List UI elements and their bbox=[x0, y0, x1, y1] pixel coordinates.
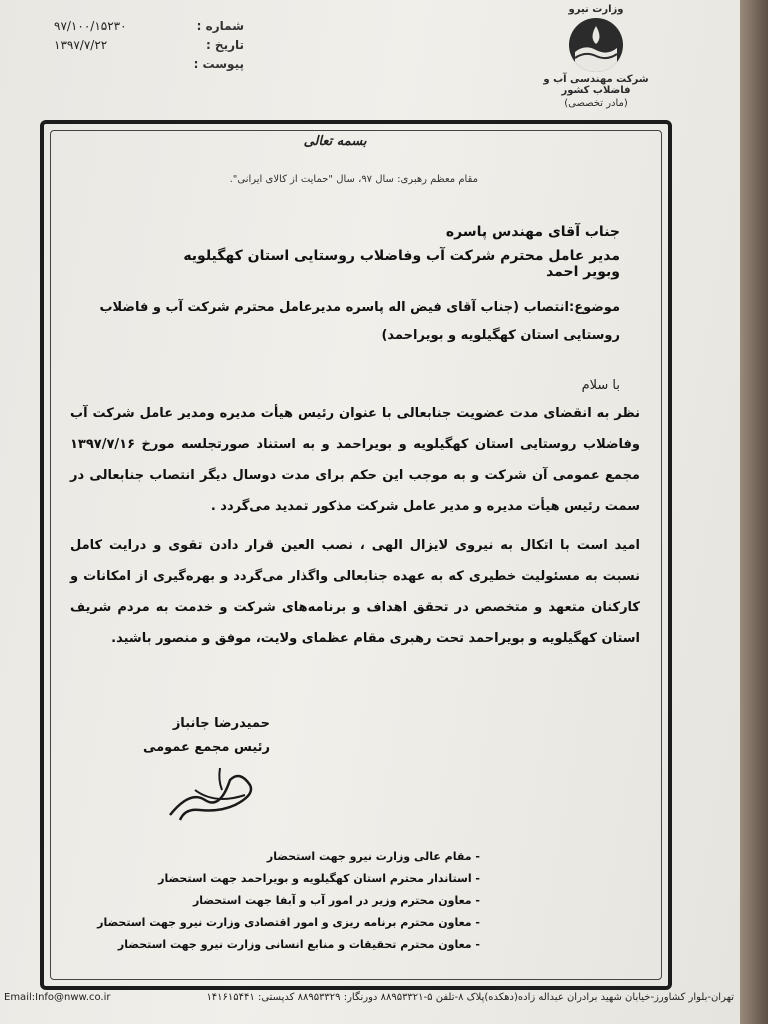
letter-footer bbox=[4, 992, 734, 1003]
footer-email: Email:Info@nww.co.ir bbox=[4, 992, 111, 1003]
cc-item: - معاون محترم برنامه ریزی و امور اقتصادی وزارت نیرو جهت استحضار bbox=[97, 916, 480, 929]
bismillah-heading: بسمه تعالی bbox=[303, 134, 367, 149]
addressee-position: مدیر عامل محترم شرکت آب وفاضلاب روستایی استان کهگیلویه وبویر احمد bbox=[183, 248, 620, 280]
addressee-name: جناب آقای مهندس پاسره bbox=[445, 224, 620, 240]
signer-title: رئیس مجمع عمومی bbox=[142, 740, 270, 755]
letter-meta bbox=[54, 16, 244, 73]
letter-number: ۹۷/۱۰۰/۱۵۲۳۰ bbox=[54, 18, 127, 33]
signer-block bbox=[143, 712, 270, 760]
number-label: شماره : bbox=[196, 18, 244, 33]
water-drop-logo-icon bbox=[569, 18, 623, 72]
background-wall bbox=[740, 0, 768, 1024]
company-name: شرکت مهندسی آب و فاضلاب کشور bbox=[543, 74, 649, 96]
attachment-row bbox=[54, 54, 244, 73]
letterhead-logo-block bbox=[526, 4, 666, 109]
cc-item: - استاندار محترم استان کهگیلویه و بویراحمد جهت استحضار bbox=[158, 872, 480, 885]
cc-item: - معاون محترم تحقیقات و منابع انسانی وزارت نیرو جهت استحضار bbox=[117, 938, 480, 951]
cc-item: - مقام عالی وزارت نیرو جهت استحضار bbox=[266, 850, 480, 863]
date-row bbox=[54, 35, 244, 54]
greeting: با سلام bbox=[581, 378, 620, 393]
company-subtitle: (مادر تخصصی) bbox=[564, 98, 628, 109]
cc-item: - معاون محترم وزیر در امور آب و آبفا جهت استحضار bbox=[192, 894, 480, 907]
number-row bbox=[54, 16, 244, 35]
footer-address: تهران-بلوار کشاورز-خیابان شهید برادران عبداله زاده(دهکده)پلاک ۸-تلفن ۵-۸۸۹۵۳۳۲۱ دورنگار: ۸۸۹۵۳۳۲۹ کدپستی: ۱۴۱۶۱۵۴۴۱ bbox=[206, 992, 734, 1003]
cc-list bbox=[97, 850, 480, 960]
body-paragraph-2: امید است با اتکال به نیروی لایزال الهی ، نصب العین قرار دادن تقوی و درایت کامل نسبت به مسئولیت خطیری که به عهده جنابعالی واگذار می‌گردد و بهره‌گیری از امکانات و کارکنان متعهد و متخصص در تحقق اهداف و برنامه‌های شرکت و خدمت به مردم شریف استان کهگیلویه و بویراحمد تحت رهبری مقام عظمای ولایت، موفق و منصور باشید. bbox=[70, 538, 640, 646]
addressee bbox=[150, 224, 620, 288]
letter-date: ۱۳۹۷/۷/۲۲ bbox=[54, 37, 108, 52]
attachment-label: پیوست : bbox=[193, 56, 244, 71]
signer-name: حمیدرضا جانباز bbox=[172, 716, 270, 731]
handwritten-signature-icon bbox=[160, 760, 270, 830]
date-label: تاریخ : bbox=[205, 37, 244, 52]
letter-subject: موضوع:انتصاب (جناب آقای فیض اله پاسره مدیرعامل محترم شرکت آب و فاضلاب روستایی استان کهگیلویه و بویراحمد) bbox=[99, 300, 620, 343]
year-slogan: مقام معظم رهبری: سال ۹۷، سال "حمایت از کالای ایرانی". bbox=[229, 174, 478, 185]
ministry-name: وزارت نیرو bbox=[568, 4, 624, 15]
body-paragraph-1: نظر به انقضای مدت عضویت جنابعالی با عنوان رئیس هیأت مدیره ومدیر عامل شرکت آب وفاضلاب روستایی استان کهگیلویه و بویراحمد و به استناد صورتجلسه مورخ ۱۳۹۷/۷/۱۶ مجمع عمومی آن شرکت و به موجب این حکم برای مدت دوسال دیگر انتصاب جنابعالی در سمت رئیس هیأت مدیره و مدیر عامل شرکت مذکور تمدید می‌گردد . bbox=[70, 406, 640, 514]
